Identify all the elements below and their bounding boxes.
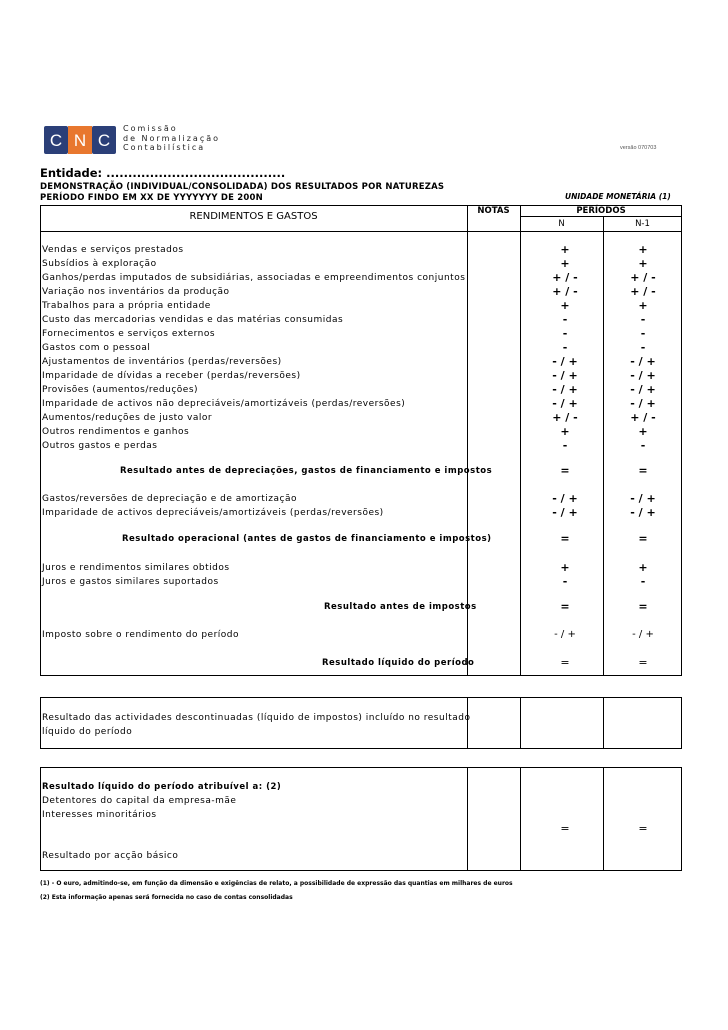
- table-row: [41, 299, 681, 313]
- row-n: +: [560, 561, 570, 574]
- subtotal-net-income: [41, 656, 681, 670]
- subtotal-n1: =: [638, 656, 648, 669]
- table-row: [41, 383, 681, 397]
- table-row: [41, 411, 681, 425]
- row-n1: - / +: [630, 397, 656, 410]
- table-row: [41, 327, 681, 341]
- row-n1: +: [638, 257, 648, 270]
- row-n1: - / +: [630, 383, 656, 396]
- col-divider: [520, 697, 521, 749]
- logo-letter-c1: C: [49, 131, 63, 150]
- row-label: Ganhos/perdas imputados de subsidiárias, associadas e empreendimentos conjuntos: [42, 273, 466, 283]
- row-n: +: [560, 425, 570, 438]
- subtotal-n1: =: [638, 600, 648, 613]
- subtotal-n1: =: [638, 464, 648, 477]
- table-row: [41, 355, 681, 369]
- row-n1: -: [640, 575, 646, 588]
- row-label: Imparidade de activos não depreciáveis/amortizáveis (perdas/reversões): [42, 399, 406, 409]
- table-row: [41, 313, 681, 327]
- col-divider: [467, 767, 468, 871]
- row-label: Imparidade de dívidas a receber (perdas/reversões): [42, 371, 301, 381]
- row-n1: +: [638, 425, 648, 438]
- row-n: + / -: [552, 285, 578, 298]
- row-label: Variação nos inventários da produção: [42, 287, 230, 297]
- row-n1: - / +: [632, 629, 654, 640]
- discontinued-label: [42, 711, 470, 739]
- row-label: Ajustamentos de inventários (perdas/reversões): [42, 357, 282, 367]
- org-line-2: de Normalização: [123, 133, 221, 143]
- row-n: -: [562, 327, 568, 340]
- row-label: Gastos/reversões de depreciação e de amortização: [42, 494, 297, 504]
- attributable-minority: Interesses minoritários: [42, 810, 157, 820]
- row-label: Imparidade de activos depreciáveis/amortizáveis (perdas/reversões): [42, 508, 384, 518]
- row-n1: - / +: [630, 506, 656, 519]
- header-rule: [40, 231, 682, 232]
- row-n1: + / -: [630, 271, 656, 284]
- row-n1: +: [638, 243, 648, 256]
- row-n1: -: [640, 341, 646, 354]
- row-n: + / -: [552, 271, 578, 284]
- attributable-n1: =: [638, 822, 648, 835]
- row-n1: - / +: [630, 355, 656, 368]
- row-n: -: [562, 439, 568, 452]
- row-n1: -: [640, 313, 646, 326]
- footnote-2: (2) Esta informação apenas será fornecida no caso de contas consolidadas: [40, 894, 293, 901]
- table-row: [41, 439, 681, 453]
- periodos-header: PERÍODOS: [576, 206, 626, 216]
- col-n1-header: N-1: [635, 219, 650, 229]
- row-n: - / +: [552, 397, 578, 410]
- row-n: + / -: [552, 411, 578, 424]
- table-row: [41, 506, 681, 520]
- row-label: Juros e rendimentos similares obtidos: [42, 563, 230, 573]
- table-row: [41, 575, 681, 589]
- col-divider: [603, 767, 604, 871]
- footnote-1: (1) - O euro, admitindo-se, em função da dimensão e exigências de relato, a possibilidade de expressão das quantias em milhares de euros: [40, 880, 513, 887]
- subtotal-ebitda: [41, 464, 681, 478]
- eps-label: Resultado por acção básico: [42, 851, 179, 861]
- subtotal-n1: =: [638, 532, 648, 545]
- subtotal-pretax: [41, 600, 681, 614]
- row-label: Trabalhos para a própria entidade: [42, 301, 211, 311]
- row-label: Fornecimentos e serviços externos: [42, 329, 216, 339]
- statement-title: DEMONSTRAÇÃO (INDIVIDUAL/CONSOLIDADA) DOS RESULTADOS POR NATUREZAS: [40, 182, 445, 192]
- row-label: Subsídios à exploração: [42, 259, 157, 269]
- subtotal-n: =: [560, 656, 570, 669]
- attributable-n: =: [560, 822, 570, 835]
- col-divider: [520, 767, 521, 871]
- period-title: PERÍODO FINDO EM XX DE YYYYYYY DE 200N: [40, 193, 263, 203]
- table-row: [41, 369, 681, 383]
- row-label: Outros gastos e perdas: [42, 441, 158, 451]
- row-n1: -: [640, 327, 646, 340]
- row-n1: + / -: [630, 411, 656, 424]
- row-label: Gastos com o pessoal: [42, 343, 151, 353]
- row-n: -: [562, 341, 568, 354]
- subtotal-label: Resultado antes de impostos: [324, 602, 477, 612]
- row-n: +: [560, 243, 570, 256]
- discontinued-line-2: líquido do período: [42, 727, 133, 737]
- table-row: [41, 243, 681, 257]
- logo-letter-c2: C: [97, 131, 111, 150]
- row-n1: +: [638, 561, 648, 574]
- row-n1: +: [638, 299, 648, 312]
- logo-letter-n: N: [73, 131, 87, 150]
- row-n: +: [560, 299, 570, 312]
- subtotal-n: =: [560, 600, 570, 613]
- row-label: Aumentos/reduções de justo valor: [42, 413, 213, 423]
- subtotal-n: =: [560, 464, 570, 477]
- row-n: -: [562, 575, 568, 588]
- table-row: [41, 257, 681, 271]
- version-label: versão 070703: [620, 145, 657, 151]
- row-n: - / +: [552, 383, 578, 396]
- table-row: [41, 492, 681, 506]
- tax-row: [41, 628, 681, 642]
- org-line-1: Comissão: [123, 124, 178, 133]
- row-n1: - / +: [630, 492, 656, 505]
- col-divider: [603, 697, 604, 749]
- notas-header: NOTAS: [477, 206, 510, 216]
- table-row: [41, 271, 681, 285]
- subtotal-operating: [41, 532, 681, 546]
- attributable-labels: [42, 780, 281, 822]
- col-n-header: N: [558, 219, 565, 229]
- row-label: Juros e gastos similares suportados: [42, 577, 219, 587]
- monetary-unit: UNIDADE MONETÁRIA (1): [565, 192, 671, 201]
- discontinued-line-1: Resultado das actividades descontinuadas (líquido de impostos) incluído no resultado: [42, 713, 471, 723]
- org-line-3: Contabilística: [123, 143, 206, 152]
- subtotal-label: Resultado líquido do período: [322, 658, 475, 668]
- row-n: - / +: [552, 506, 578, 519]
- row-label: Provisões (aumentos/reduções): [42, 385, 199, 395]
- attributable-parent: Detentores do capital da empresa-mãe: [42, 796, 237, 806]
- row-n1: - / +: [630, 369, 656, 382]
- main-header: RENDIMENTOS E GASTOS: [189, 211, 318, 222]
- row-n1: + / -: [630, 285, 656, 298]
- row-n: - / +: [552, 369, 578, 382]
- entity-field: Entidade: .........................................: [40, 166, 286, 180]
- row-n: - / +: [554, 629, 576, 640]
- row-n: - / +: [552, 492, 578, 505]
- row-label: Imposto sobre o rendimento do período: [42, 630, 240, 640]
- cnc-logo: [44, 126, 116, 154]
- table-row: [41, 561, 681, 575]
- row-n: -: [562, 313, 568, 326]
- table-row: [41, 285, 681, 299]
- row-n: - / +: [552, 355, 578, 368]
- attributable-total-row: [41, 822, 681, 836]
- row-label: Outros rendimentos e ganhos: [42, 427, 190, 437]
- table-row: [41, 341, 681, 355]
- row-n1: -: [640, 439, 646, 452]
- row-n: +: [560, 257, 570, 270]
- row-label: Custo das mercadorias vendidas e das matérias consumidas: [42, 315, 344, 325]
- attributable-title: Resultado líquido do período atribuível a: (2): [42, 782, 282, 792]
- row-label: Vendas e serviços prestados: [42, 245, 184, 255]
- subtotal-label: Resultado operacional (antes de gastos de financiamento e impostos): [122, 534, 492, 544]
- table-row: [41, 397, 681, 411]
- subtotal-label: Resultado antes de depreciações, gastos de financiamento e impostos: [120, 466, 493, 476]
- org-name: [123, 124, 220, 153]
- subtotal-n: =: [560, 532, 570, 545]
- table-row: [41, 425, 681, 439]
- periodos-rule: [520, 216, 682, 217]
